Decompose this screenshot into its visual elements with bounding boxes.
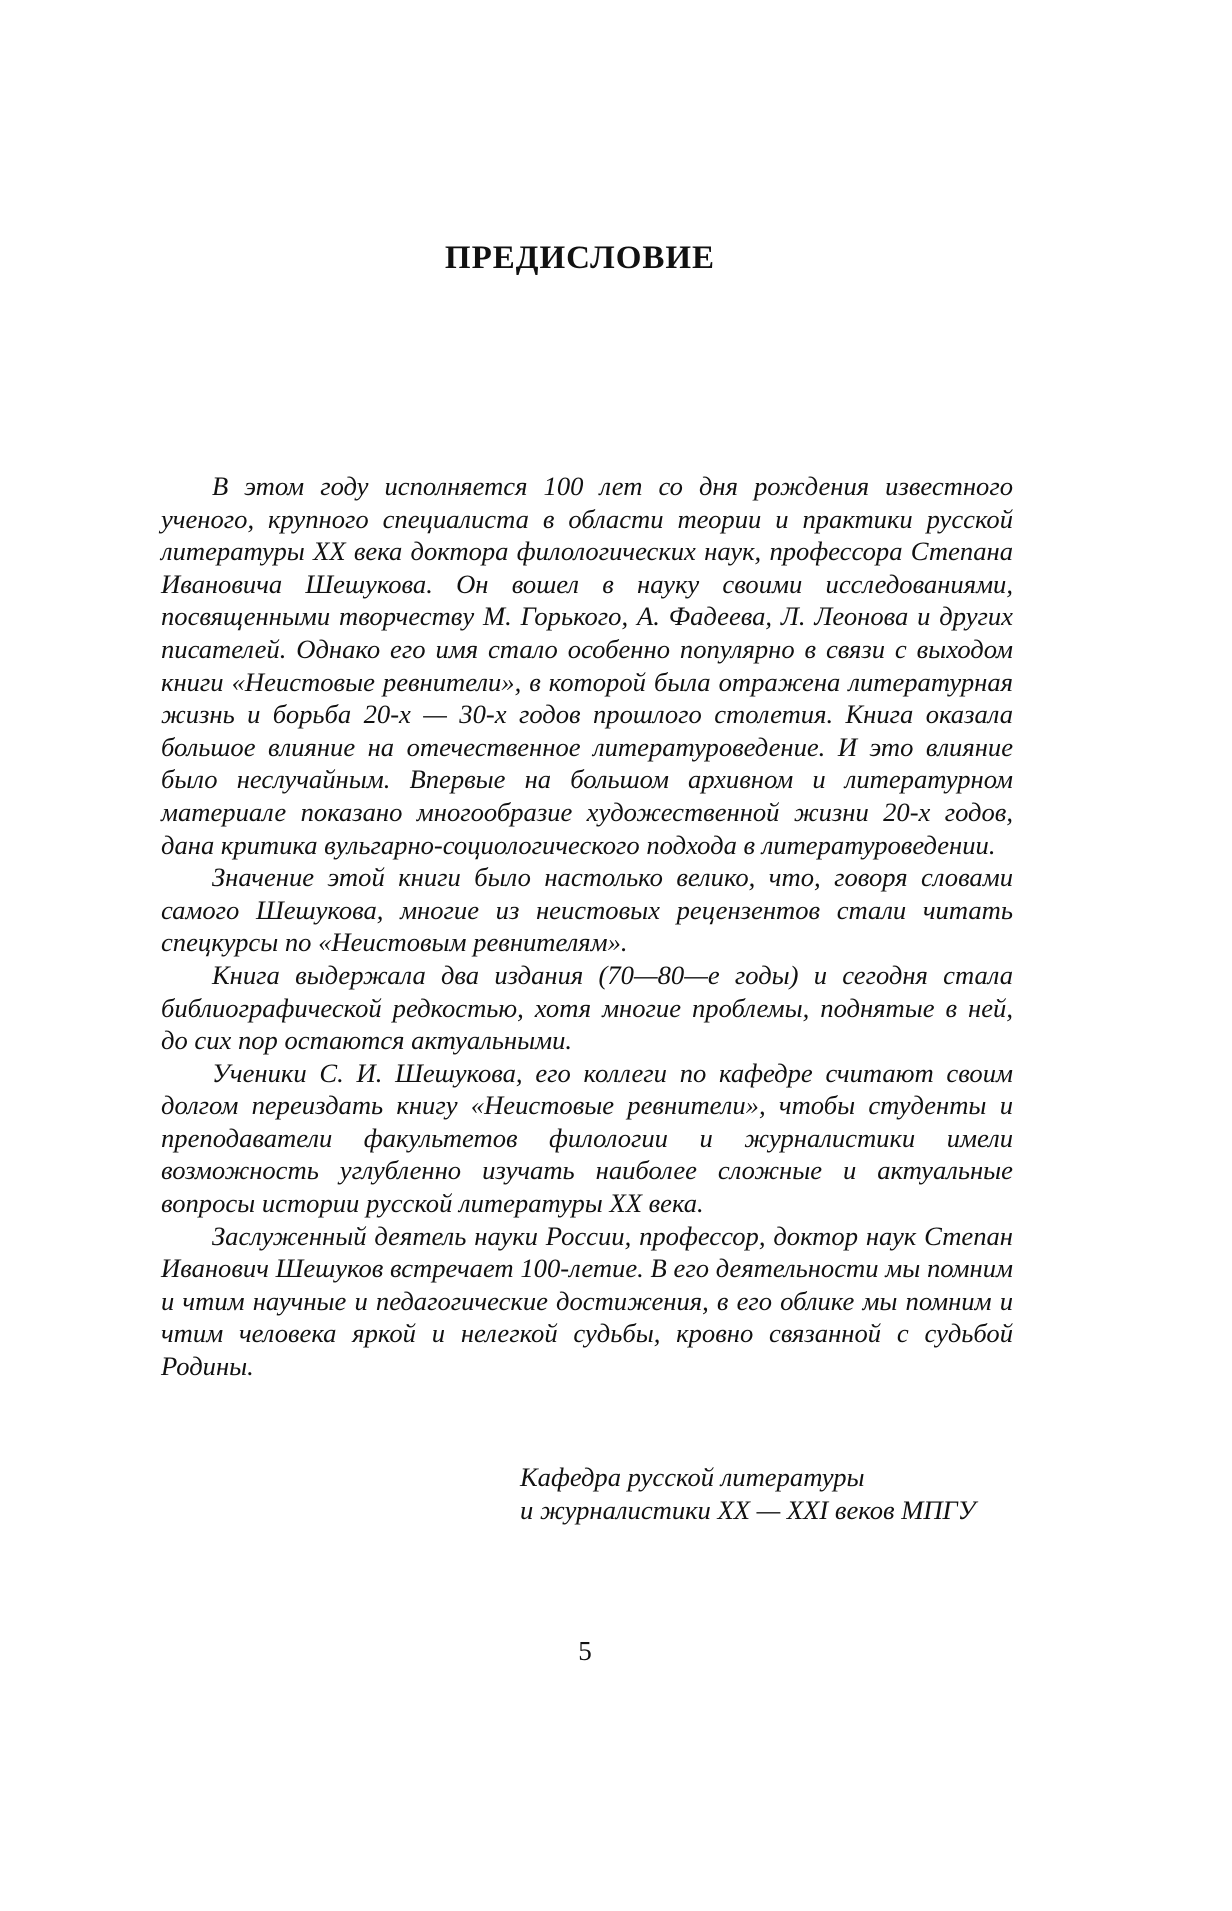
paragraph-4: Ученики С. И. Шешукова, его коллеги по кафедре считают своим долгом переиздать книгу «Неистовые ревнители», чтобы студенты и преподаватели факультетов филологии и журналистики имели возможность углубленно изучать наиболее сложные и актуальные вопросы истории русской литературы XX века. xyxy=(161,1057,1013,1219)
paragraph-3: Книга выдержала два издания (70—80—е годы) и сегодня стала библиографической редкостью, хотя многие проблемы, поднятые в ней, до сих пор остаются актуальными. xyxy=(161,959,1013,1056)
page-title: ПРЕДИСЛОВИЕ xyxy=(444,240,716,276)
page-number: 5 xyxy=(578,1636,592,1666)
paragraph-2: Значение этой книги было настолько велико, что, говоря словами самого Шешукова, многие из неистовых рецензентов стали читать спецкурсы по «Неистовым ревнителям». xyxy=(161,862,1013,958)
signature-line-2: и журналистики XX — XXI веков МПГУ xyxy=(520,1494,976,1525)
preface-body xyxy=(161,470,1013,1383)
signature-block xyxy=(520,1461,976,1526)
paragraph-5: Заслуженный деятель науки России, профессор, доктор наук Степан Иванович Шешуков встречает 100-летие. В его деятельности мы помним и чтим научные и педагогические достижения, в его облике мы помним и чтим человека яркой и нелегкой судьбы, кровно связанной с судьбой Родины. xyxy=(161,1220,1013,1382)
signature-line-1: Кафедра русской литературы xyxy=(520,1462,865,1492)
paragraph-1: В этом году исполняется 100 лет со дня рождения известного ученого, крупного специалиста в области теории и практики русской литературы XX века доктора филологических наук, профессора Степана Ивановича Шешукова. Он вошел в науку своими исследованиями, посвященными творчеству М. Горького, А. Фадеева, Л. Леонова и других писателей. Однако его имя стало особенно популярно в связи с выходом книги «Неистовые ревнители», в которой была отражена литературная жизнь и борьба 20-х — 30-х годов прошлого столетия. Книга оказала большое влияние на отечественное литературоведение. И это влияние было неслучайным. Впервые на большом архивном и литературном материале показано многообразие художественной жизни 20-х годов, дана критика вульгарно-социологического подхода в литературоведении. xyxy=(161,471,1013,860)
